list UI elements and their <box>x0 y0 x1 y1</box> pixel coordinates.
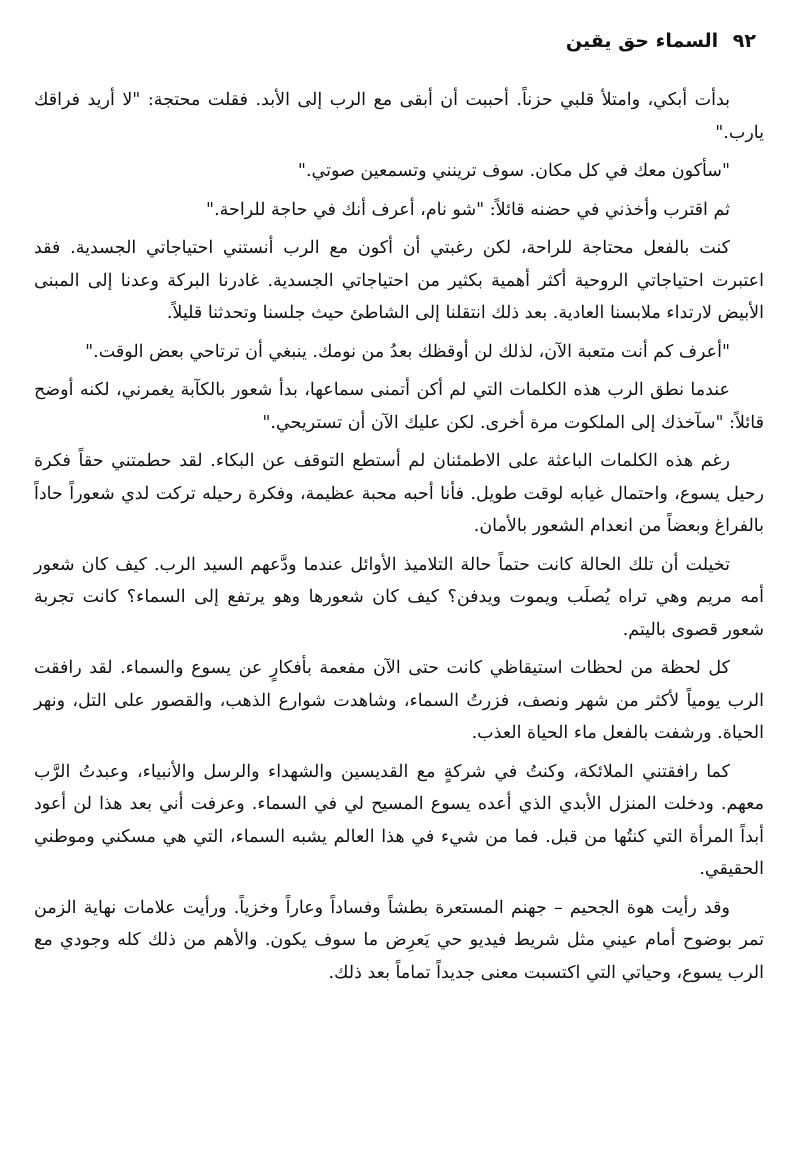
page-number: ٩٢ <box>732 30 756 52</box>
paragraph: وقد رأيت هوة الجحيم – جهنم المستعرة بطشاً وفساداً وعاراً وخزياً. ورأيت علامات نهاية الزمن تمر بوضوح أمام عيني مثل شريط فيديو حي يَعرِض ما سوف يكون. والأهم من ذلك كله وجودي مع الرب يسوع، وحياتي التي اكتسبت معنى جديداً تماماً بعد ذلك. <box>34 897 764 983</box>
book-title: السماء حق يقين <box>565 30 719 52</box>
paragraph: كنت بالفعل محتاجة للراحة، لكن رغبتي أن أكون مع الرب أنستني احتياجاتي الجسدية. فقد اعتبرت احتياجاتي الروحية أكثر أهمية بكثير من احتياجاتي الجسدية. غادرنا البركة وعدنا إلى المبنى الأبيض لارتداء ملابسنا العادية. بعد ذلك انتقلنا إلى الشاطئ حيث جلسنا وتحدثنا قليلاً. <box>34 238 764 323</box>
paragraph: رغم هذه الكلمات الباعثة على الاطمئنان لم أستطع التوقف عن البكاء. لقد حطمتني حقاً فكرة رحيل يسوع، واحتمال غيابه لوقت طويل. فأنا أحبه محبة عظيمة، وفكرة رحيله تركت لدي شعوراً حاداً بالفراغ وبعضاً من انعدام الشعور بالأمان. <box>34 451 764 536</box>
paragraph: بدأت أبكي، وامتلأ قلبي حزناً. أحببت أن أبقى مع الرب إلى الأبد. فقلت محتجة: "لا أريد فراقك يارب." <box>34 90 764 143</box>
paragraph: تخيلت أن تلك الحالة كانت حتماً حالة التلاميذ الأوائل عندما ودَّعهم السيد الرب. كيف كان شعور أمه مريم وهي تراه يُصلَب ويموت ويدفن؟ كيف كان شعورها وهو يرتفع إلى السماء؟ كانت تجربة شعور قصوى باليتم. <box>34 554 764 640</box>
paragraph: ثم اقترب وأخذني في حضنه قائلاً: "شو نام، أعرف أنك في حاجة للراحة." <box>206 199 730 220</box>
paragraph: "أعرف كم أنت متعبة الآن، لذلك لن أوقظك بعدُ من نومك. ينبغي أن ترتاحي بعض الوقت." <box>85 341 730 362</box>
paragraph: عندما نطق الرب هذه الكلمات التي لم أكن أتمنى سماعها، بدأ شعور بالكآبة يغمرني، لكنه أوضح قائلاً: "سآخذك إلى الملكوت مرة أخرى. لكن عليك الآن أن تستريحي." <box>34 380 764 433</box>
paragraph: كل لحظة من لحظات استيقاظي كانت حتى الآن مفعمة بأفكارٍ عن يسوع والسماء. لقد رافقت الرب يومياً لأكثر من شهر ونصف، فزرتُ السماء، وشاهدت شوارع الذهب، والقصور على التل، ونهر الحياة. ورشفت بالفعل ماء الحياة العذب. <box>34 658 764 743</box>
paragraph: "سأكون معك في كل مكان. سوف ترينني وتسمعين صوتي." <box>297 161 730 181</box>
running-head <box>566 26 756 56</box>
paragraph: كما رافقتني الملائكة، وكنتُ في شركةٍ مع القديسين والشهداء والرسل والأنبياء، وعبدتُ الرَّب معهم. ودخلت المنزل الأبدي الذي أعده يسوع المسيح لي في السماء. وعرفت أني بعد هذا لن أعود أبداً المرأة التي كنتُها من قبل. فما من شيء في هذا العالم يشبه السماء، التي هي مسكني وموطني الحقيقي. <box>34 761 764 879</box>
body-text <box>34 84 764 995</box>
